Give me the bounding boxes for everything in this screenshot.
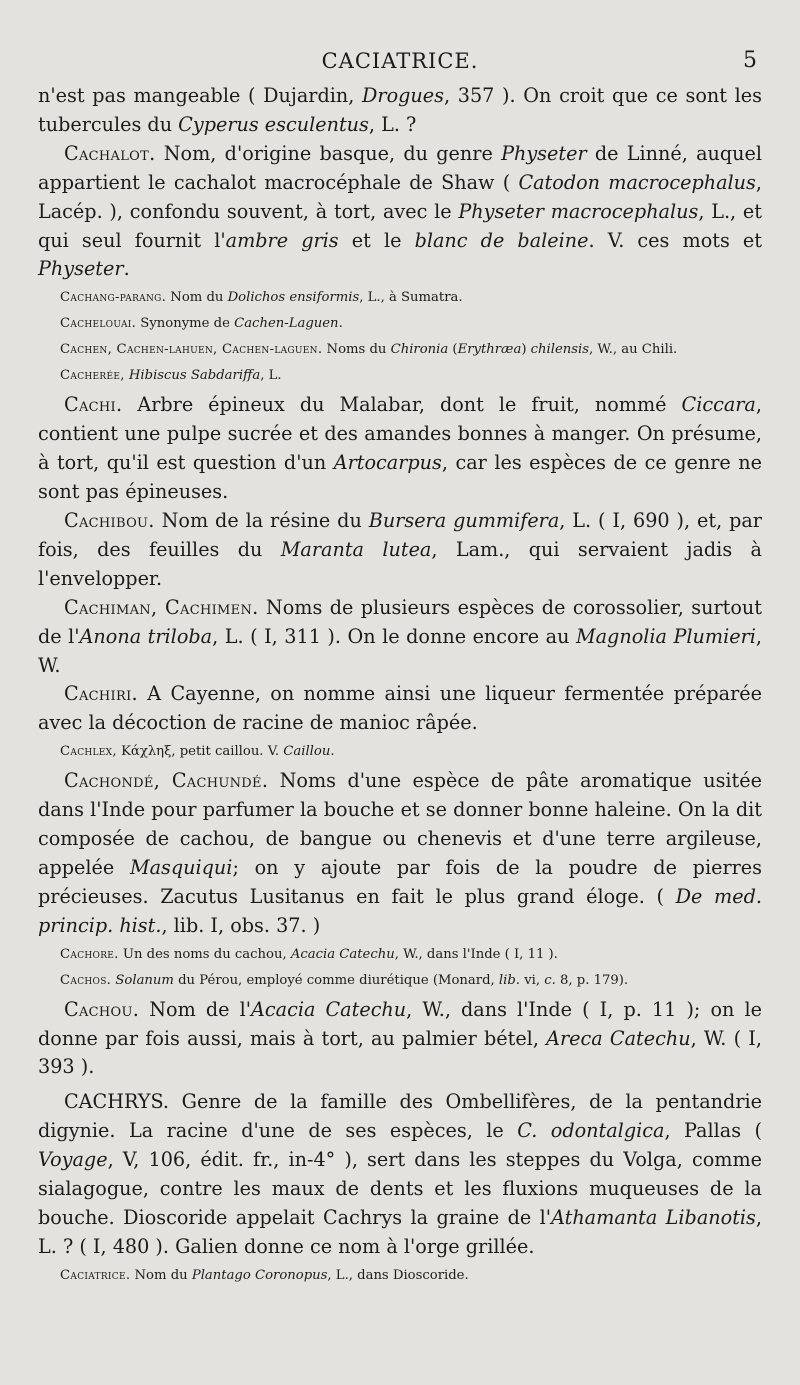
minor-entry	[38, 944, 762, 966]
entry-text: Synonyme de	[136, 316, 235, 332]
entry-text: , W.	[38, 624, 762, 677]
minor-entry	[38, 970, 762, 992]
italic-term: Magnolia Plumieri	[575, 624, 756, 648]
dictionary-entry	[38, 996, 762, 1083]
dictionary-entry	[38, 1088, 762, 1261]
entry-text: Nom du	[166, 290, 228, 306]
dictionary-body	[38, 82, 762, 1287]
entry-text: Genre de la famille des Ombellifères, de la pentandrie digynie. La racine d'une de ses espèces, le	[38, 1090, 762, 1143]
entry-text: . V. ces mots et	[588, 228, 762, 252]
italic-term: Athamanta Libanotis	[551, 1206, 756, 1229]
minor-entry	[38, 339, 762, 361]
italic-term: Maranta lutea	[280, 537, 432, 561]
italic-term: Voyage	[38, 1148, 108, 1172]
entry-text: Nom de la résine du	[154, 508, 369, 532]
entry-headword: Cachiman, Cachimen.	[64, 595, 259, 619]
italic-term: blanc de baleine	[414, 228, 589, 252]
minor-entry	[38, 287, 762, 309]
italic-term: Cachen-Laguen	[234, 316, 339, 332]
italic-term: Drogues	[362, 84, 444, 107]
italic-term: Anona triloba	[79, 624, 213, 648]
entry-headword: Cacherée,	[60, 368, 125, 384]
entry-text: , L. ( I, 311 ). On le donne encore au	[212, 624, 576, 648]
entry-headword: Cachelouai.	[60, 316, 137, 332]
entry-headword: Cachibou.	[64, 508, 155, 532]
entry-text: CACHRYS.	[64, 1090, 170, 1114]
italic-term: Plantago Coronopus	[191, 1267, 328, 1283]
italic-term: Solanum	[115, 972, 174, 988]
italic-term: lib.	[498, 972, 520, 988]
dictionary-entry	[38, 391, 762, 507]
entry-text: Un des noms du cachou,	[118, 946, 291, 962]
italic-term: Dolichos ensiformis	[227, 290, 360, 306]
dictionary-entry	[38, 507, 762, 594]
dictionary-entry	[38, 140, 762, 285]
entry-text: vi,	[520, 972, 545, 988]
entry-headword: Cachos.	[60, 972, 112, 988]
entry-text: , W., dans l'Inde ( I, 11 ).	[394, 946, 558, 962]
entry-text: .	[338, 316, 343, 332]
entry-headword: Cachlex,	[60, 744, 117, 760]
entry-text: , L., dans Dioscoride.	[327, 1267, 469, 1283]
minor-entry	[38, 365, 762, 387]
entry-text: 8, p. 179).	[555, 972, 629, 988]
entry-text: , car les espèces de ce genre ne sont pas épineuses.	[38, 451, 762, 504]
entry-headword: Cachen, Cachen-lahuen, Cachen-laguen.	[60, 342, 323, 358]
entry-headword: Cachang-parang.	[60, 290, 167, 306]
entry-text: Arbre épineux du Malabar, dont le fruit, nommé	[122, 393, 682, 417]
italic-term: Erythræa	[457, 342, 522, 358]
entry-headword: Cachiri.	[64, 682, 138, 706]
entry-text: Nom de l'	[139, 997, 252, 1021]
italic-term: Physeter	[38, 257, 124, 281]
entry-headword: Cachondé, Cachundé.	[64, 769, 269, 793]
dictionary-entry	[38, 767, 762, 940]
italic-term: Masquiqui	[129, 855, 233, 879]
entry-text: , lib. I, obs. 37. )	[161, 913, 321, 937]
entry-headword: Caciatrice.	[60, 1267, 131, 1283]
entry-text: , L. ( I, 690 ), et, par fois, des feuilles du	[38, 508, 762, 561]
minor-entry	[38, 741, 762, 763]
italic-term: C. odontalgica	[517, 1119, 665, 1143]
entry-text: Noms du	[322, 342, 391, 358]
entry-text: , L. ? ( I, 480 ). Galien donne ce nom à l'orge grillée.	[38, 1206, 762, 1258]
italic-term: Acacia Catechu	[290, 946, 395, 962]
entry-text: Κάχληξ, petit caillou. V.	[116, 744, 284, 760]
italic-term: Caillou	[283, 744, 331, 760]
entry-text: Nom du	[130, 1267, 192, 1283]
entry-text: de Linné, auquel appartient le cachalot macrocéphale de Shaw (	[38, 141, 763, 194]
entry-text: Nom, d'origine basque, du genre	[155, 141, 502, 165]
page-number: 5	[743, 48, 758, 73]
italic-term: Chironia	[390, 342, 449, 358]
entry-text: (	[448, 342, 458, 358]
italic-term: ambre gris	[225, 228, 339, 252]
entry-text: , L., et qui seul fournit l'	[38, 199, 762, 252]
entry-headword: Cachalot.	[64, 141, 156, 165]
italic-term: c.	[544, 972, 556, 988]
italic-term: Catodon macrocephalus	[518, 170, 756, 194]
italic-term: Cyperus esculentus	[178, 112, 369, 136]
entry-text: )	[521, 342, 531, 358]
entry-text: , L. ?	[368, 112, 417, 136]
entry-headword: Cachi.	[64, 393, 123, 417]
italic-term: Physeter macrocephalus	[458, 199, 699, 223]
entry-headword: Cachou.	[64, 997, 140, 1021]
entry-text: , Pallas (	[664, 1119, 762, 1143]
entry-text: , Lacép. ), confondu souvent, à tort, avec le	[38, 170, 762, 223]
dictionary-entry	[38, 594, 762, 681]
dictionary-entry	[38, 680, 762, 738]
entry-text: , contient une pulpe sucrée et des amandes bonnes à manger. On présume, à tort, qu'il est question d'un	[38, 393, 762, 475]
running-title: CACIATRICE.	[321, 49, 479, 73]
entry-text: , W., au Chili.	[589, 342, 678, 358]
dictionary-entry	[38, 82, 762, 140]
entry-text: .	[123, 257, 130, 281]
entry-text: Noms d'une espèce de pâte aromatique usitée dans l'Inde pour parfumer la bouche et se donner bonne haleine. On la dit composée de cachou, de bangue ou chenevis et d'une terre argileuse, appelée	[38, 769, 762, 879]
minor-entry	[38, 1265, 762, 1287]
italic-term: Artocarpus	[333, 451, 442, 475]
entry-headword: Cachore.	[60, 946, 119, 962]
italic-term: Hibiscus Sabdariffa	[128, 368, 261, 384]
entry-text: , L., à Sumatra.	[359, 290, 463, 306]
entry-text: , 357 ). On croit que ce sont les tubercules du	[38, 84, 762, 136]
entry-text: .	[330, 744, 335, 760]
italic-term: Physeter	[501, 141, 587, 165]
entry-text: Noms de plusieurs espèces de corossolier, surtout de l'	[38, 595, 762, 648]
running-header	[38, 46, 762, 82]
italic-term: chilensis	[530, 342, 590, 358]
italic-term: Areca Catechu	[546, 1026, 691, 1050]
entry-text: n'est pas mangeable ( Dujardin,	[38, 84, 363, 107]
entry-text: ; on y ajoute par fois de la poudre de pierres précieuses. Zacutus Lusitanus en fait le plus grand éloge. (	[38, 855, 762, 908]
entry-text: , L.	[260, 368, 282, 384]
minor-entry	[38, 313, 762, 335]
entry-text: et le	[338, 228, 415, 252]
entry-text: du Pérou, employé comme diurétique (Monard,	[173, 972, 499, 988]
italic-term: De med. princip. hist.	[38, 884, 762, 937]
italic-term: Bursera gummifera	[368, 508, 560, 532]
italic-term: Acacia Catechu	[251, 997, 407, 1021]
entry-text: , W. ( I, 393 ).	[38, 1026, 762, 1079]
italic-term: Ciccara	[681, 393, 756, 417]
entry-text: , V, 106, édit. fr., in-4° ), sert dans les steppes du Volga, comme sialagogue, contre les maux de dents et les fluxions muqueuses de la bouche. Dioscoride appelait Cachrys la graine de l'	[38, 1148, 762, 1229]
entry-text: , W., dans l'Inde ( I, p. 11 ); on le donne par fois aussi, mais à tort, au palmier bétel,	[38, 997, 762, 1050]
entry-text: , Lam., qui servaient jadis à l'envelopper.	[38, 537, 762, 590]
entry-text: A Cayenne, on nomme ainsi une liqueur fermentée préparée avec la décoction de racine de manioc râpée.	[38, 682, 762, 735]
